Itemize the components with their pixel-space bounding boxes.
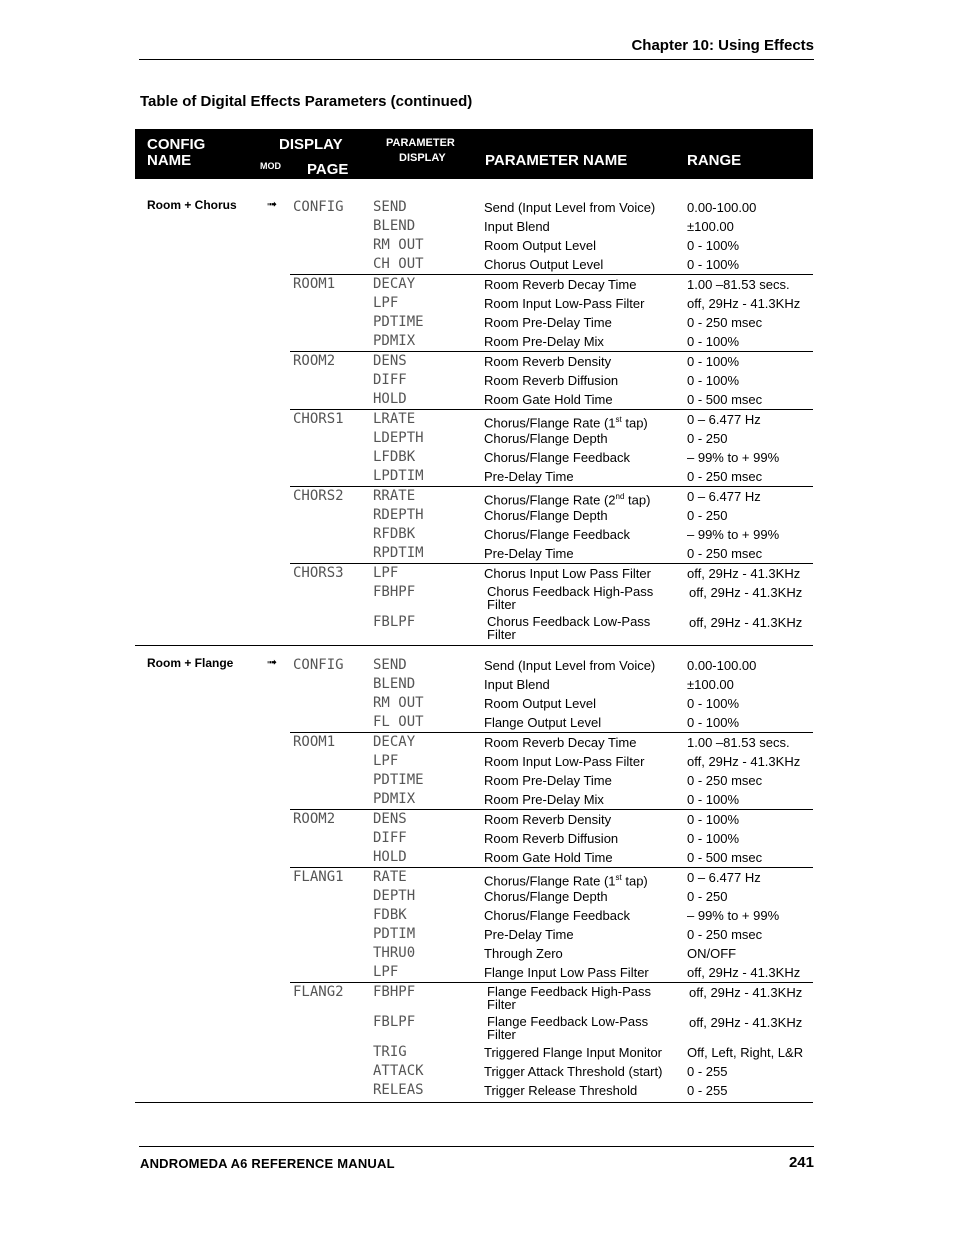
parameter-range: 0 – 6.477 Hz bbox=[687, 870, 761, 885]
parameter-range: ON/OFF bbox=[687, 946, 737, 961]
table-row bbox=[290, 506, 813, 525]
parameter-range: 0 - 250 msec bbox=[687, 927, 763, 942]
parameter-range: off, 29Hz - 41.3KHz bbox=[689, 985, 803, 1000]
table-row bbox=[290, 332, 813, 351]
parameter-display: FL OUT bbox=[373, 714, 424, 730]
parameter-range: 0 - 100% bbox=[687, 373, 740, 388]
parameter-name: Room Reverb Density bbox=[484, 812, 612, 827]
col-config-name-1: CONFIG bbox=[147, 136, 206, 153]
table-row bbox=[290, 925, 813, 944]
parameter-range: 1.00 –81.53 secs. bbox=[687, 735, 790, 750]
parameter-name: Chorus/Flange Depth bbox=[484, 431, 608, 446]
parameter-display: SEND bbox=[373, 657, 407, 673]
footer-rule bbox=[139, 1146, 814, 1147]
col-param-display-2: DISPLAY bbox=[399, 152, 446, 164]
parameter-name: Room Output Level bbox=[484, 238, 597, 253]
parameter-name: Room Pre-Delay Mix bbox=[484, 334, 604, 349]
table-row bbox=[290, 410, 813, 429]
parameter-display: LPF bbox=[373, 964, 399, 980]
table-row bbox=[290, 313, 813, 332]
parameter-range: 0 - 255 bbox=[687, 1083, 728, 1098]
page-name: CHORS3 bbox=[293, 565, 344, 581]
page-name: CHORS1 bbox=[293, 411, 344, 427]
table-row bbox=[290, 771, 813, 790]
display-page bbox=[290, 487, 813, 564]
parameter-range: 0 - 100% bbox=[687, 238, 740, 253]
parameter-display: FBLPF bbox=[373, 614, 416, 630]
parameter-display: CH OUT bbox=[373, 256, 424, 272]
parameter-name: Chorus/Flange Depth bbox=[484, 508, 608, 523]
parameter-display: FBHPF bbox=[373, 584, 416, 600]
parameter-range: off, 29Hz - 41.3KHz bbox=[687, 566, 801, 581]
parameter-range: – 99% to + 99% bbox=[687, 450, 780, 465]
parameter-display: RFDBK bbox=[373, 526, 416, 542]
parameter-display: RRATE bbox=[373, 488, 416, 504]
parameter-display: PDTIM bbox=[373, 926, 416, 942]
table-row bbox=[290, 429, 813, 448]
table-row bbox=[290, 810, 813, 829]
page-name: FLANG1 bbox=[293, 869, 344, 885]
parameter-display: RELEAS bbox=[373, 1082, 424, 1098]
parameter-name: Pre-Delay Time bbox=[484, 927, 574, 942]
parameter-range: off, 29Hz - 41.3KHz bbox=[687, 965, 801, 980]
table-row bbox=[290, 583, 813, 613]
chapter-title: Chapter 10: Using Effects bbox=[631, 37, 814, 54]
parameter-display: THRU0 bbox=[373, 945, 416, 961]
parameter-name: Flange Feedback High-Pass Filter bbox=[487, 984, 652, 1012]
parameter-name: Input Blend bbox=[484, 219, 550, 234]
table-row bbox=[290, 887, 813, 906]
parameter-name: Trigger Release Threshold bbox=[484, 1083, 638, 1098]
table-row bbox=[290, 868, 813, 887]
page-name: ROOM1 bbox=[293, 734, 336, 750]
table-row bbox=[290, 448, 813, 467]
parameter-display: RM OUT bbox=[373, 237, 424, 253]
parameter-display: SEND bbox=[373, 199, 407, 215]
parameter-display: PDTIME bbox=[373, 314, 424, 330]
parameter-range: 0 - 100% bbox=[687, 831, 740, 846]
col-display-page-2: PAGE bbox=[307, 161, 349, 178]
parameter-name: Trigger Attack Threshold (start) bbox=[484, 1064, 663, 1079]
page-name: ROOM2 bbox=[293, 353, 336, 369]
parameter-display: RATE bbox=[373, 869, 407, 885]
parameter-name: Chorus Feedback Low-Pass Filter bbox=[487, 614, 651, 642]
parameter-range: 0 - 100% bbox=[687, 354, 740, 369]
parameter-display: TRIG bbox=[373, 1044, 407, 1060]
table-row bbox=[290, 390, 813, 409]
parameter-range: 0 - 250 msec bbox=[687, 546, 763, 561]
parameter-display: HOLD bbox=[373, 849, 407, 865]
page-name: FLANG2 bbox=[293, 984, 344, 1000]
parameter-range: ±100.00 bbox=[687, 677, 734, 692]
page-name: CONFIG bbox=[293, 199, 344, 215]
mod-arrow-icon: ➟ bbox=[267, 655, 278, 669]
parameter-range: 0 - 100% bbox=[687, 715, 740, 730]
parameter-display: FDBK bbox=[373, 907, 407, 923]
parameter-range: 0 - 250 bbox=[687, 508, 728, 523]
table-row bbox=[290, 525, 813, 544]
table-row bbox=[290, 694, 813, 713]
parameter-range: off, 29Hz - 41.3KHz bbox=[687, 296, 801, 311]
table-row bbox=[290, 848, 813, 867]
manual-title: ANDROMEDA A6 REFERENCE MANUAL bbox=[140, 1156, 395, 1171]
display-page bbox=[290, 410, 813, 487]
parameter-name: Chorus/Flange Feedback bbox=[484, 908, 630, 923]
parameter-name: Triggered Flange Input Monitor bbox=[484, 1045, 663, 1060]
page-name: CHORS2 bbox=[293, 488, 344, 504]
page-number: 241 bbox=[788, 1154, 814, 1171]
table-row bbox=[290, 675, 813, 694]
parameter-name: Chorus/Flange Depth bbox=[484, 889, 608, 904]
parameter-display: DEPTH bbox=[373, 888, 416, 904]
table-row bbox=[290, 829, 813, 848]
parameter-name: Chorus/Flange Rate (1st tap) bbox=[484, 415, 648, 431]
table-row bbox=[290, 656, 813, 675]
table-row bbox=[290, 371, 813, 390]
parameter-name: Room Pre-Delay Mix bbox=[484, 792, 604, 807]
group-divider bbox=[135, 1102, 813, 1103]
col-range: RANGE bbox=[687, 152, 742, 169]
table-row bbox=[290, 613, 813, 643]
parameter-name: Send (Input Level from Voice) bbox=[484, 658, 656, 673]
parameter-display: BLEND bbox=[373, 676, 416, 692]
parameter-name: Chorus/Flange Rate (1st tap) bbox=[484, 873, 648, 889]
parameter-display: RM OUT bbox=[373, 695, 424, 711]
display-page bbox=[290, 983, 813, 1100]
parameter-display: LDEPTH bbox=[373, 430, 424, 446]
parameter-display: LPF bbox=[373, 295, 399, 311]
page-name: CONFIG bbox=[293, 657, 344, 673]
config-name: Room + Flange bbox=[147, 656, 234, 670]
display-page bbox=[290, 564, 813, 643]
table-row bbox=[290, 1013, 813, 1043]
parameter-display: FBHPF bbox=[373, 984, 416, 1000]
parameter-display: DIFF bbox=[373, 830, 407, 846]
parameter-name: Room Reverb Diffusion bbox=[484, 373, 619, 388]
col-parameter-name: PARAMETER NAME bbox=[485, 152, 628, 169]
parameter-range: 0 - 500 msec bbox=[687, 850, 763, 865]
parameter-display: PDMIX bbox=[373, 333, 416, 349]
table-row bbox=[290, 752, 813, 771]
parameter-name: Input Blend bbox=[484, 677, 550, 692]
col-param-display-1: PARAMETER bbox=[386, 137, 455, 149]
table-row bbox=[290, 944, 813, 963]
parameter-display: RPDTIM bbox=[373, 545, 424, 561]
parameter-display: HOLD bbox=[373, 391, 407, 407]
parameter-name: Room Reverb Decay Time bbox=[484, 735, 637, 750]
parameter-range: off, 29Hz - 41.3KHz bbox=[689, 585, 803, 600]
parameter-display: DIFF bbox=[373, 372, 407, 388]
table-row bbox=[290, 255, 813, 274]
parameter-range: 0 - 250 msec bbox=[687, 315, 763, 330]
parameter-range: 0 - 100% bbox=[687, 792, 740, 807]
parameter-range: 0.00-100.00 bbox=[687, 200, 757, 215]
parameter-name: Chorus Input Low Pass Filter bbox=[484, 566, 651, 581]
parameter-display: PDMIX bbox=[373, 791, 416, 807]
parameter-range: off, 29Hz - 41.3KHz bbox=[689, 1015, 803, 1030]
parameter-range: ±100.00 bbox=[687, 219, 734, 234]
table-row bbox=[290, 294, 813, 313]
parameter-name: Room Pre-Delay Time bbox=[484, 315, 612, 330]
display-page bbox=[290, 868, 813, 983]
parameter-display: PDTIME bbox=[373, 772, 424, 788]
parameter-range: off, 29Hz - 41.3KHz bbox=[689, 615, 803, 630]
display-page bbox=[290, 352, 813, 410]
parameter-range: 0 - 250 msec bbox=[687, 773, 763, 788]
parameter-range: 0 - 250 bbox=[687, 431, 728, 446]
table-row bbox=[290, 1062, 813, 1081]
parameter-range: 0 - 100% bbox=[687, 257, 740, 272]
display-page bbox=[290, 656, 813, 733]
table-row bbox=[290, 236, 813, 255]
parameter-range: 0 - 100% bbox=[687, 812, 740, 827]
parameter-name: Room Input Low-Pass Filter bbox=[484, 754, 645, 769]
parameter-display: ATTACK bbox=[373, 1063, 424, 1079]
parameter-name: Room Reverb Density bbox=[484, 354, 612, 369]
display-page bbox=[290, 275, 813, 352]
col-mod: MOD bbox=[260, 161, 281, 171]
page-name: ROOM1 bbox=[293, 276, 336, 292]
parameter-range: 0 – 6.477 Hz bbox=[687, 489, 761, 504]
table-row bbox=[290, 198, 813, 217]
parameter-name: Through Zero bbox=[484, 946, 563, 961]
parameter-range: 0 - 255 bbox=[687, 1064, 728, 1079]
header-rule bbox=[139, 59, 814, 60]
parameter-range: 0 - 250 msec bbox=[687, 469, 763, 484]
table-row bbox=[290, 1081, 813, 1100]
table-row bbox=[290, 544, 813, 563]
parameter-range: 0 – 6.477 Hz bbox=[687, 412, 761, 427]
parameter-name: Send (Input Level from Voice) bbox=[484, 200, 656, 215]
parameter-name: Room Reverb Decay Time bbox=[484, 277, 637, 292]
table-row bbox=[290, 790, 813, 809]
display-page bbox=[290, 810, 813, 868]
table-row bbox=[290, 217, 813, 236]
parameter-range: 0 - 100% bbox=[687, 334, 740, 349]
parameter-display: DECAY bbox=[373, 734, 416, 750]
parameter-range: 0 - 250 bbox=[687, 889, 728, 904]
parameter-display: DENS bbox=[373, 353, 407, 369]
parameter-range: 0 - 500 msec bbox=[687, 392, 763, 407]
parameter-display: LRATE bbox=[373, 411, 416, 427]
parameter-range: 0 - 100% bbox=[687, 696, 740, 711]
parameter-name: Flange Feedback Low-Pass Filter bbox=[487, 1014, 649, 1042]
table-row bbox=[290, 713, 813, 732]
table-row bbox=[290, 487, 813, 506]
section-title: Table of Digital Effects Parameters (continued) bbox=[140, 93, 473, 110]
parameter-name: Room Pre-Delay Time bbox=[484, 773, 612, 788]
table-row bbox=[290, 963, 813, 982]
table-row bbox=[290, 733, 813, 752]
parameter-name: Chorus/Flange Rate (2nd tap) bbox=[484, 492, 651, 508]
parameter-name: Room Output Level bbox=[484, 696, 597, 711]
parameter-name: Chorus/Flange Feedback bbox=[484, 527, 630, 542]
table-row bbox=[290, 467, 813, 486]
parameter-range: Off, Left, Right, L&R bbox=[687, 1045, 804, 1060]
parameter-range: 1.00 –81.53 secs. bbox=[687, 277, 790, 292]
col-config-name-2: NAME bbox=[147, 152, 192, 169]
parameter-display: LPF bbox=[373, 753, 399, 769]
parameter-range: – 99% to + 99% bbox=[687, 908, 780, 923]
page-name: ROOM2 bbox=[293, 811, 336, 827]
parameter-display: RDEPTH bbox=[373, 507, 424, 523]
col-display-page-1: DISPLAY bbox=[279, 136, 343, 153]
parameter-name: Room Input Low-Pass Filter bbox=[484, 296, 645, 311]
table-row bbox=[290, 1043, 813, 1062]
table-row bbox=[290, 352, 813, 371]
table-row bbox=[290, 275, 813, 294]
parameter-name: Room Gate Hold Time bbox=[484, 850, 613, 865]
parameter-name: Room Gate Hold Time bbox=[484, 392, 613, 407]
parameter-display: BLEND bbox=[373, 218, 416, 234]
parameter-name: Pre-Delay Time bbox=[484, 469, 574, 484]
parameter-range: off, 29Hz - 41.3KHz bbox=[687, 754, 801, 769]
parameter-display: DENS bbox=[373, 811, 407, 827]
parameter-display: FBLPF bbox=[373, 1014, 416, 1030]
parameter-name: Pre-Delay Time bbox=[484, 546, 574, 561]
parameter-name: Chorus/Flange Feedback bbox=[484, 450, 630, 465]
table-header bbox=[135, 129, 813, 179]
display-page bbox=[290, 733, 813, 810]
config-name: Room + Chorus bbox=[147, 198, 237, 212]
parameter-name: Chorus Output Level bbox=[484, 257, 604, 272]
parameter-display: LPF bbox=[373, 565, 399, 581]
mod-arrow-icon: ➟ bbox=[267, 197, 278, 211]
parameter-range: 0.00-100.00 bbox=[687, 658, 757, 673]
parameter-display: DECAY bbox=[373, 276, 416, 292]
parameter-name: Chorus Feedback High-Pass Filter bbox=[487, 584, 654, 612]
parameter-name: Flange Input Low Pass Filter bbox=[484, 965, 649, 980]
parameter-display: LPDTIM bbox=[373, 468, 424, 484]
table-row bbox=[290, 906, 813, 925]
parameter-display: LFDBK bbox=[373, 449, 416, 465]
display-page bbox=[290, 198, 813, 275]
table-row bbox=[290, 983, 813, 1013]
group-divider bbox=[135, 645, 813, 646]
parameter-range: – 99% to + 99% bbox=[687, 527, 780, 542]
parameter-name: Room Reverb Diffusion bbox=[484, 831, 619, 846]
parameter-name: Flange Output Level bbox=[484, 715, 602, 730]
table-row bbox=[290, 564, 813, 583]
